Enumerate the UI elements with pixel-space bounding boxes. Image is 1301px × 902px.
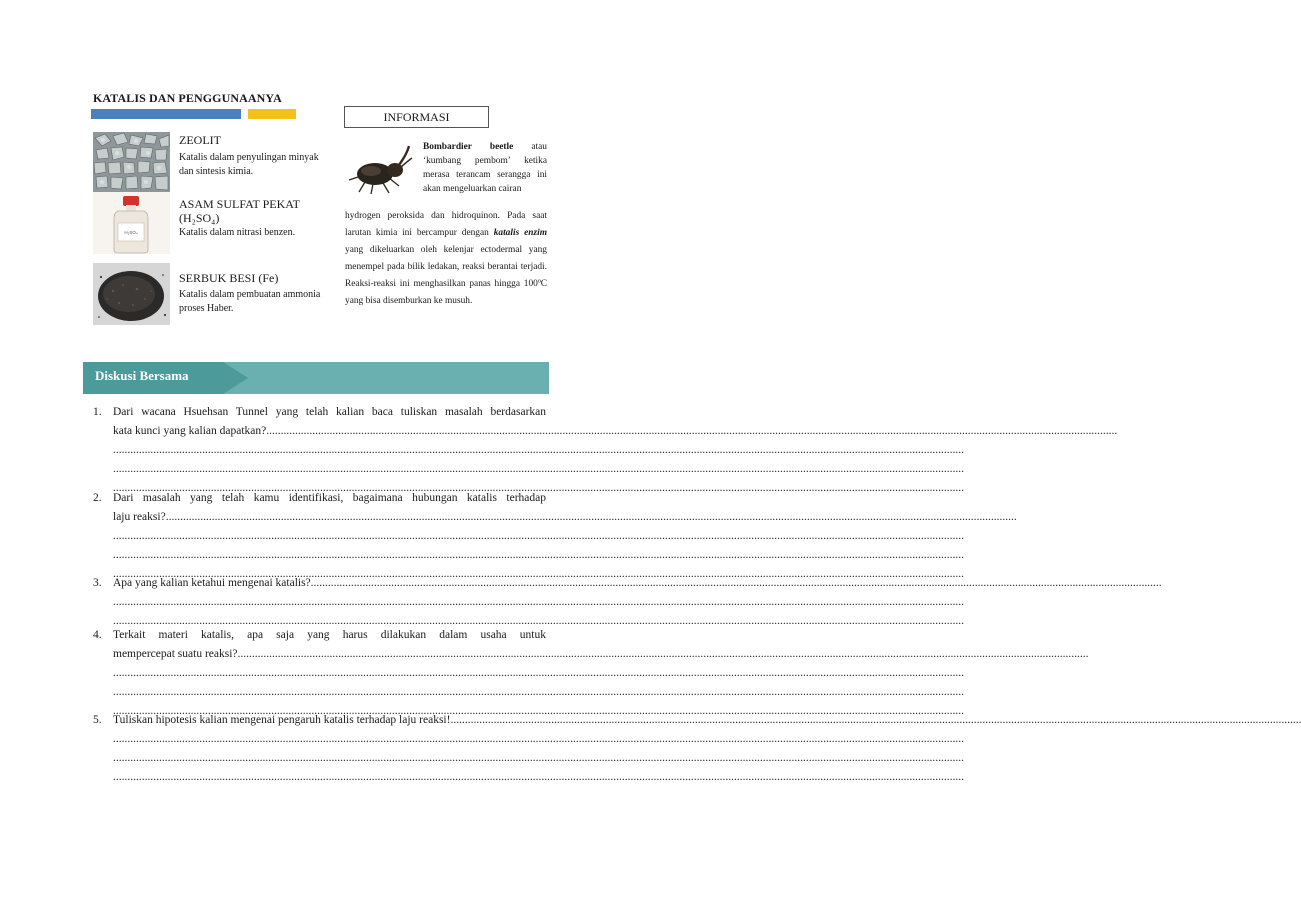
- question-5: 5. Tuliskan hipotesis kalian mengenai pengaruh katalis terhadap laju reaksi! ........................................................................................................................................................................................................................................................................................................ ........................................................................................................................................................................................................................................................................................................ ........................................................................................................................................................................................................................................................................................................ ........................................................................................................................................................................................................................................................................................................: [93, 711, 546, 787]
- question-3: 3. Apa yang kalian ketahui mengenai katalis? ........................................................................................................................................................................................................................................................................................................ ........................................................................................................................................................................................................................................................................................................ ........................................................................................................................................................................................................................................................................................................: [93, 574, 546, 631]
- answer-line[interactable]: ........................................................................................................................................................................................................................................................................................................: [113, 667, 964, 679]
- beetle-photo: [343, 140, 413, 198]
- question-2: 2. Dari masalah yang telah kamu identifikasi, bagaimana hubungan katalis terhadap laju reaksi? ........................................................................................................................................................................................................................................................................................................ ........................................................................................................................................................................................................................................................................................................ ........................................................................................................................................................................................................................................................................................................ ........................................................................................................................................................................................................................................................................................................: [93, 489, 546, 584]
- acid-formula: (H₂SO₄): [179, 211, 220, 225]
- title-underline-gold: [248, 109, 296, 119]
- answer-line[interactable]: ........................................................................................................................................................................................................................................................................................................: [113, 463, 964, 475]
- zeolite-rocks-photo: [93, 132, 170, 194]
- acid-name: ASAM SULFAT PEKAT: [179, 197, 300, 211]
- iron-desc: Katalis dalam pembuatan ammonia proses Haber.: [179, 289, 321, 314]
- question-1: 1. Dari wacana Hsuehsan Tunnel yang telah kalian baca tuliskan masalah berdasarkan kata kunci yang kalian dapatkan? ........................................................................................................................................................................................................................................................................................................ ........................................................................................................................................................................................................................................................................................................ ........................................................................................................................................................................................................................................................................................................ ........................................................................................................................................................................................................................................................................................................: [93, 403, 546, 498]
- discussion-banner-label: Diskusi Bersama: [95, 368, 189, 383]
- answer-line[interactable]: ........................................................................................................................................................................................................................................................................................................: [113, 549, 964, 561]
- acid-bottle-photo: [93, 192, 170, 254]
- info-text-bottom: hydrogen peroksida dan hidroquinon. Pada saat larutan kimia ini bercampur dengan katalis enzim yang dikeluarkan oleh kelenjar ectodermal yang menempel pada bilik ledakan, reaksi berantai terjadi. Reaksi-reaksi ini menghasilkan panas hingga 100ºC yang bisa disemburkan ke musuh.: [345, 211, 547, 306]
- bottle-label: H₂SO₄: [124, 230, 138, 235]
- zeolite-desc: Katalis dalam penyulingan minyak dan sintesis kimia.: [179, 152, 319, 177]
- question-4: 4. Terkait materi katalis, apa saja yang harus dilakukan dalam usaha untuk mempercepat suatu reaksi? ........................................................................................................................................................................................................................................................................................................ ........................................................................................................................................................................................................................................................................................................ ........................................................................................................................................................................................................................................................................................................ ........................................................................................................................................................................................................................................................................................................: [93, 626, 546, 721]
- answer-line[interactable]: ........................................................................................................................................................................................................................................................................................................: [113, 771, 964, 783]
- answer-line[interactable]: ........................................................................................................................................................................................................................................................................................................: [113, 530, 964, 542]
- zeolite-name: ZEOLIT: [179, 133, 221, 147]
- answer-line[interactable]: ........................................................................................................................................................................................................................................................................................................: [113, 752, 964, 764]
- section-title: KATALIS DAN PENGGUNAANYA: [93, 91, 282, 105]
- answer-line[interactable]: ........................................................................................................................................................................................................................................................................................................: [113, 733, 964, 745]
- title-underline-blue: [91, 109, 241, 119]
- info-text-top: Bombardier beetle atau ‘kumbang pembom’ ketika merasa terancam serangga ini akan mengeluarkan cairan: [423, 142, 547, 194]
- answer-line[interactable]: ........................................................................................................................................................................................................................................................................................................: [113, 482, 964, 494]
- iron-powder-photo: [93, 263, 170, 325]
- info-heading: INFORMASI: [344, 106, 489, 128]
- acid-desc: Katalis dalam nitrasi benzen.: [179, 227, 296, 238]
- answer-line[interactable]: ........................................................................................................................................................................................................................................................................................................: [113, 596, 964, 608]
- answer-line[interactable]: ........................................................................................................................................................................................................................................................................................................: [113, 568, 964, 580]
- answer-line[interactable]: ........................................................................................................................................................................................................................................................................................................: [113, 686, 964, 698]
- answer-line[interactable]: ........................................................................................................................................................................................................................................................................................................: [113, 705, 964, 717]
- answer-line[interactable]: ........................................................................................................................................................................................................................................................................................................: [113, 615, 964, 627]
- answer-line[interactable]: ........................................................................................................................................................................................................................................................................................................: [113, 444, 964, 456]
- iron-name: SERBUK BESI (Fe): [179, 271, 279, 285]
